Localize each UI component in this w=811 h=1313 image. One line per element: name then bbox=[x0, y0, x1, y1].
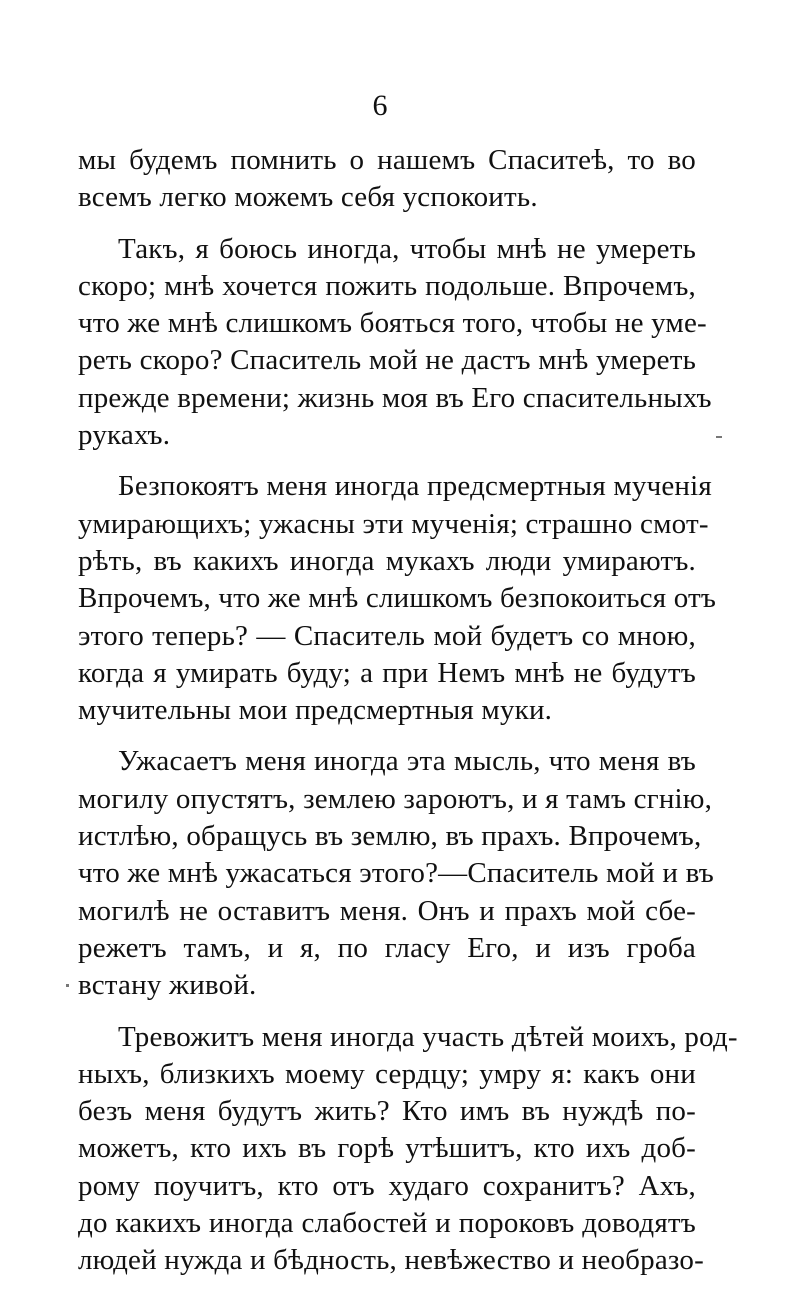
paragraph-1 bbox=[78, 142, 696, 217]
text-line: умирающихъ; ужасны эти мученія; страшно смот- bbox=[78, 507, 709, 540]
text-line: что же мнѣ ужасаться этого?—Спаситель мой и въ bbox=[78, 857, 714, 890]
text-line: скоро; мнѣ хочется пожить подольше. Впрочемъ, bbox=[78, 269, 696, 302]
text-line: мучительны мои предсмертныя муки. bbox=[78, 694, 553, 727]
paragraph-5 bbox=[78, 1019, 738, 1280]
paragraph-2 bbox=[78, 231, 712, 455]
text-line: истлѣю, обращусь въ землю, въ прахъ. Впрочемъ, bbox=[78, 820, 702, 853]
text-line: до какихъ иногда слабостей и пороковъ доводятъ bbox=[78, 1207, 696, 1240]
text-line: Такъ, я боюсь иногда, чтобы мнѣ не умереть bbox=[118, 232, 696, 265]
text-line: рукахъ. bbox=[78, 419, 171, 452]
body-text bbox=[78, 142, 738, 1294]
text-line: могилѣ не оставитъ меня. Онъ и прахъ мой сбе- bbox=[78, 894, 696, 927]
text-line: встану живой. bbox=[78, 969, 257, 1002]
paragraph-3 bbox=[78, 468, 717, 729]
text-line: всемъ легко можемъ себя успокоить. bbox=[78, 181, 538, 214]
paragraph-4 bbox=[78, 743, 714, 1004]
text-line: Впрочемъ, что же мнѣ слишкомъ безпокоиться отъ bbox=[78, 582, 717, 615]
text-line: когда я умирать буду; а при Немъ мнѣ не будутъ bbox=[78, 656, 696, 689]
text-line: Тревожитъ меня иногда участь дѣтей моихъ, род- bbox=[118, 1020, 738, 1053]
text-line: прежде времени; жизнь моя въ Его спасительныхъ bbox=[78, 381, 712, 414]
text-line: мы будемъ помнить о нашемъ Спаситеѣ, то во bbox=[78, 144, 696, 176]
text-line: рому поучитъ, кто отъ худаго сохранитъ? Ахъ, bbox=[78, 1169, 696, 1202]
text-line: Безпокоятъ меня иногда предсмертныя мученія bbox=[118, 470, 712, 503]
print-speck bbox=[66, 984, 69, 987]
page-number: 6 bbox=[372, 89, 388, 122]
text-line: могилу опустятъ, землею зароютъ, и я тамъ сгнію, bbox=[78, 782, 713, 815]
text-line: Ужасаетъ меня иногда эта мысль, что меня въ bbox=[118, 745, 696, 778]
text-line: этого теперь? — Спаситель мой будетъ со мною, bbox=[78, 619, 696, 652]
text-line: что же мнѣ слишкомъ бояться того, чтобы не уме- bbox=[78, 307, 707, 340]
text-line: ныхъ, близкихъ моему сердцу; умру я: какъ они bbox=[78, 1057, 696, 1090]
text-line: можетъ, кто ихъ въ горѣ утѣшитъ, кто ихъ доб- bbox=[78, 1132, 696, 1165]
text-line: людей нужда и бѣдность, невѣжество и необразо- bbox=[78, 1244, 704, 1277]
text-line: безъ меня будутъ жить? Кто имъ въ нуждѣ по- bbox=[78, 1095, 696, 1128]
text-line: режетъ тамъ, и я, по гласу Его, и изъ гроба bbox=[78, 931, 696, 964]
print-speck bbox=[716, 436, 722, 438]
text-line: рѣть, въ какихъ иногда мукахъ люди умираютъ. bbox=[78, 544, 696, 577]
text-line: реть скоро? Спаситель мой не дастъ мнѣ умереть bbox=[78, 344, 696, 377]
